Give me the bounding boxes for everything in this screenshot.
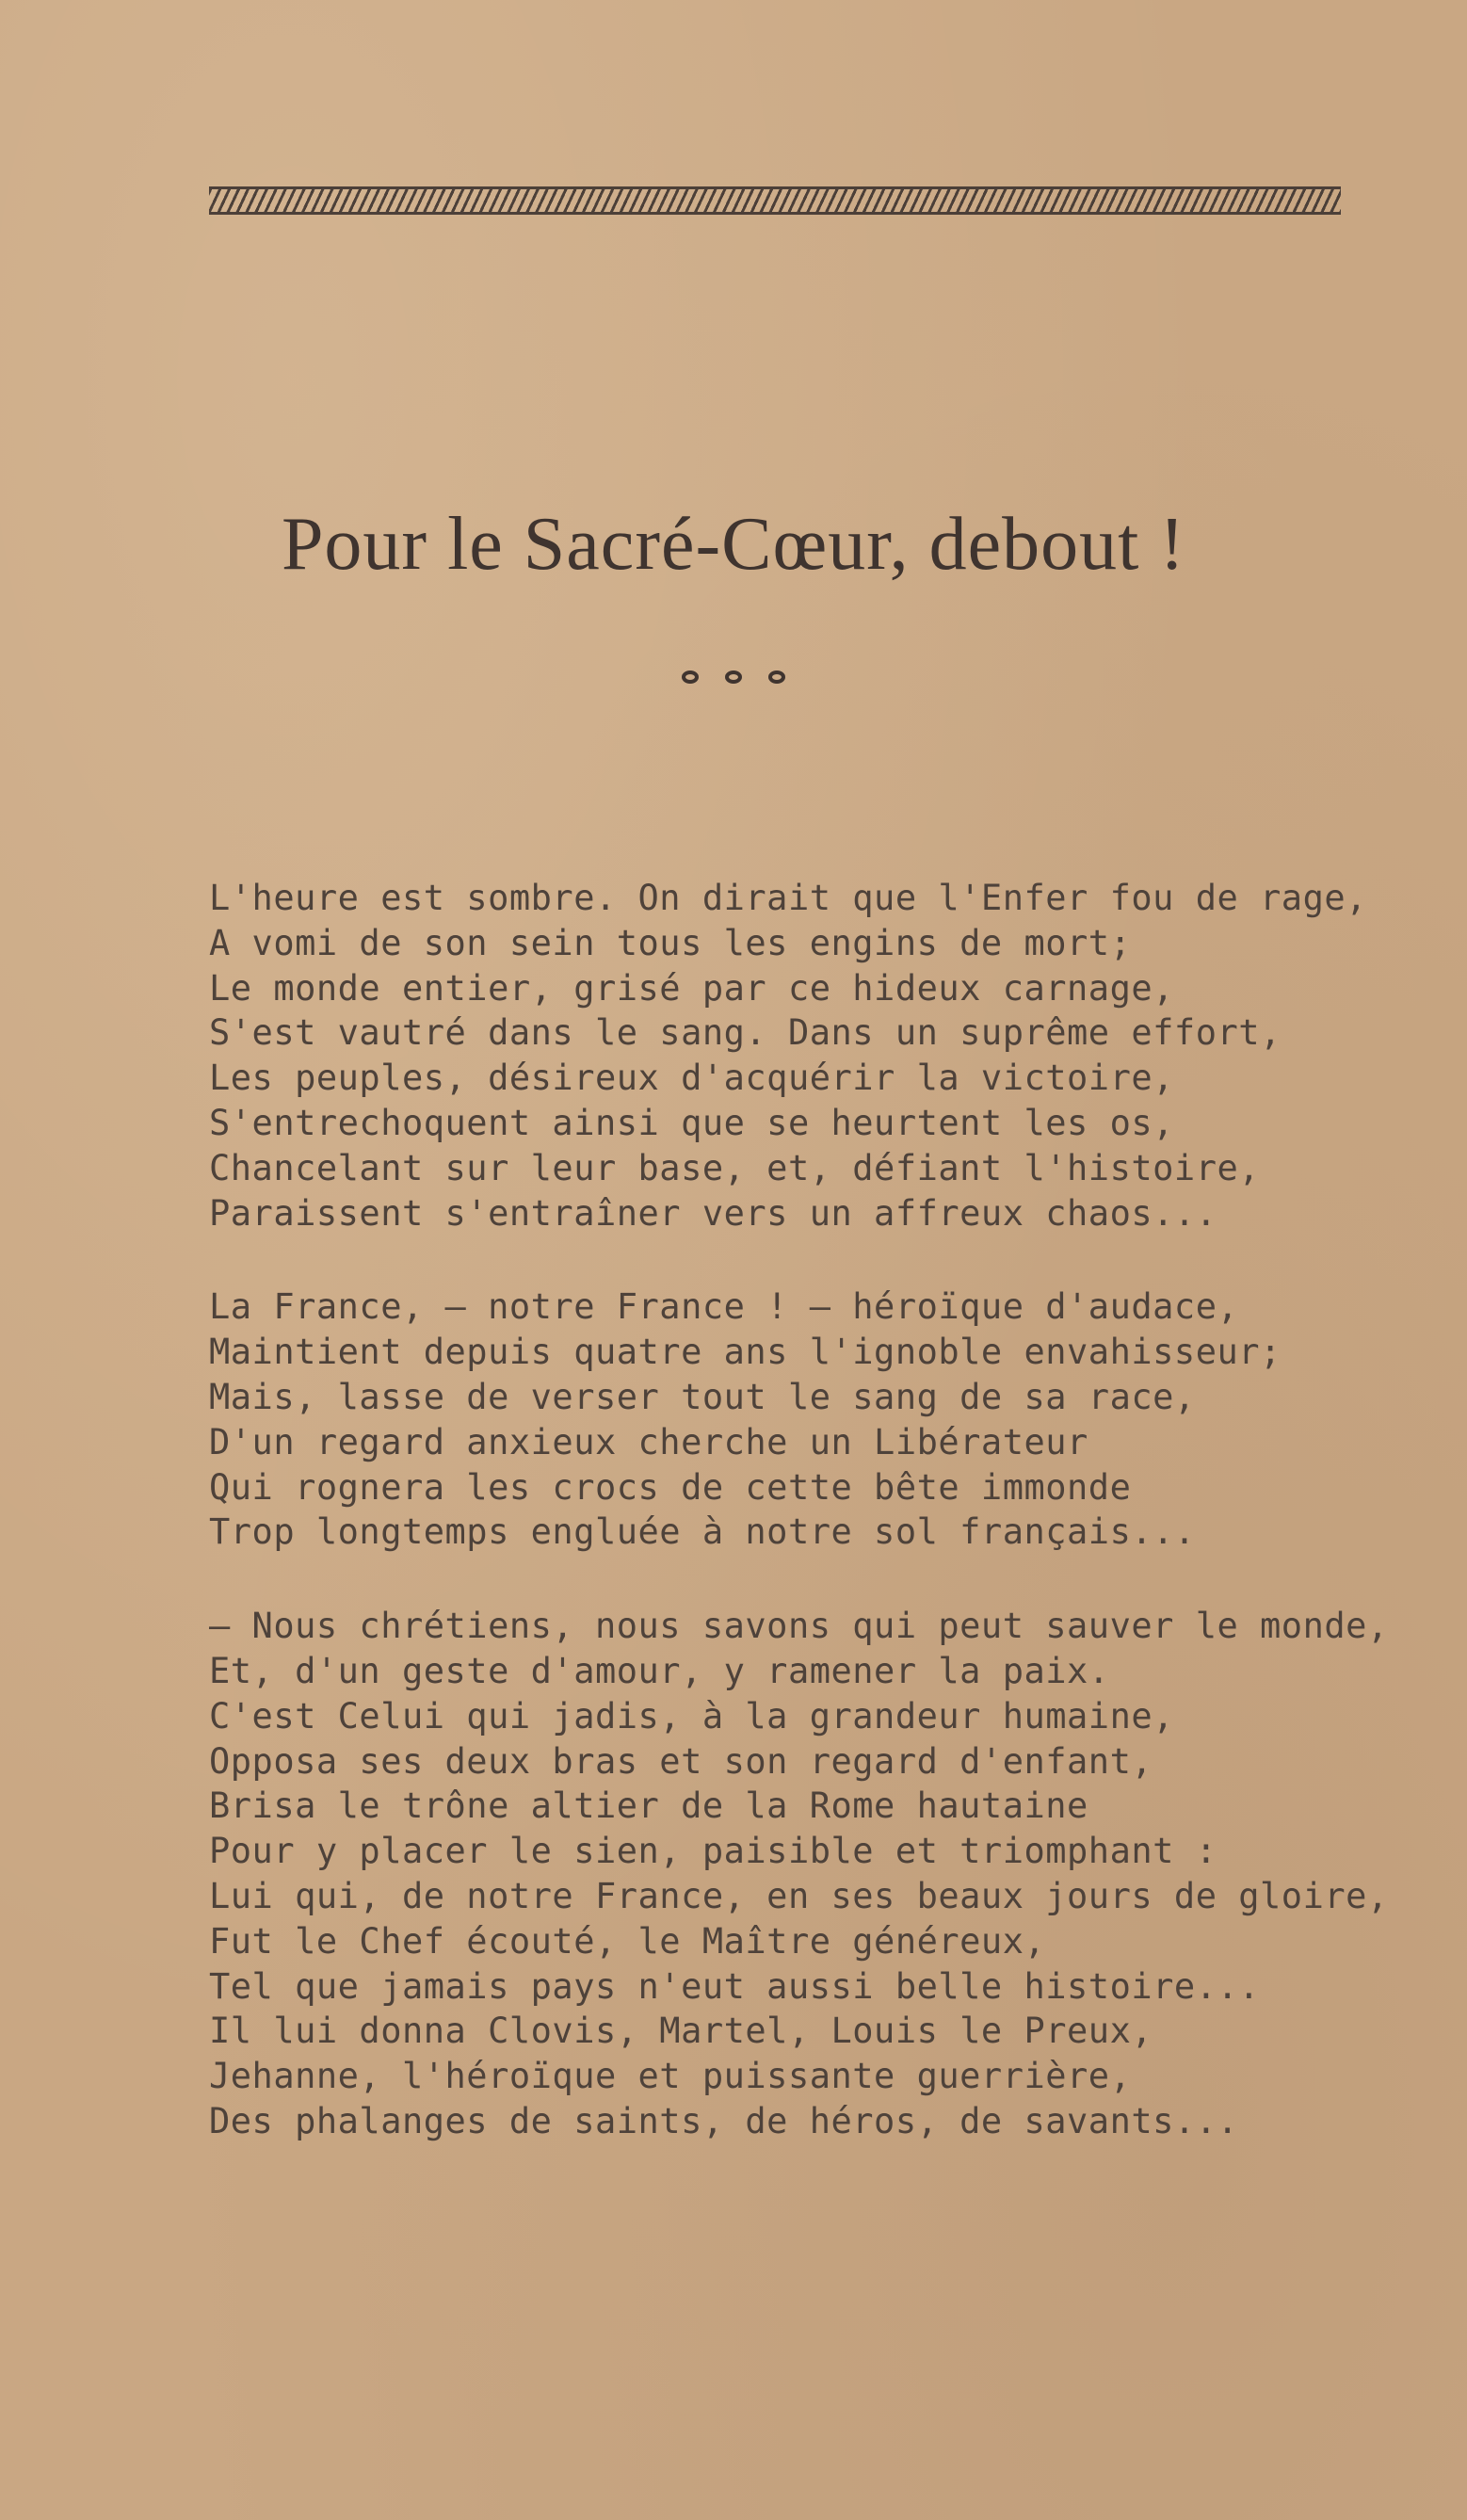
verse-line: — Nous chrétiens, nous savons qui peut sauver le monde, [209, 1606, 1389, 1647]
verse-line: Le monde entier, grisé par ce hideux carnage, [209, 967, 1174, 1009]
verse-line: L'heure est sombre. On dirait que l'Enfer fou de rage, [209, 878, 1367, 918]
verse-line: S'entrechoquent ainsi que se heurtent les os, [209, 1102, 1174, 1143]
circle-ornament-icon [768, 670, 785, 684]
stanza-3 [209, 1604, 1389, 2144]
ornamental-divider [0, 670, 1467, 684]
poem-body [209, 876, 1389, 2144]
verse-line: Lui qui, de notre France, en ses beaux jours de gloire, [209, 1875, 1389, 1916]
verse-line: Paraissent s'entraîner vers un affreux chaos... [209, 1192, 1217, 1234]
verse-line: La France, — notre France ! — héroïque d'audace, [209, 1286, 1239, 1328]
verse-line: Les peuples, désireux d'acquérir la victoire, [209, 1058, 1174, 1099]
verse-line: Fut le Chef écouté, le Maître généreux, [209, 1920, 1046, 1962]
verse-line: Qui rognera les crocs de cette bête immonde [209, 1466, 1132, 1508]
verse-line: Jehanne, l'héroïque et puissante guerrière, [209, 2056, 1132, 2097]
verse-line: Brisa le trône altier de la Rome hautaine [209, 1785, 1088, 1827]
verse-line: A vomi de son sein tous les engins de mort; [209, 922, 1132, 963]
poem-title: Pour le Sacré-Cœur, debout ! [281, 503, 1186, 586]
circle-ornament-icon [725, 670, 742, 684]
verse-line: Des phalanges de saints, de héros, de savants... [209, 2100, 1239, 2141]
verse-line: Maintient depuis quatre ans l'ignoble envahisseur; [209, 1332, 1282, 1373]
verse-line: Et, d'un geste d'amour, y ramener la paix. [209, 1650, 1110, 1691]
verse-line: Mais, lasse de verser tout le sang de sa race, [209, 1376, 1196, 1417]
circle-ornament-icon [682, 670, 699, 684]
verse-line: Pour y placer le sien, paisible et triomphant : [209, 1831, 1217, 1872]
verse-line: D'un regard anxieux cherche un Libérateur [209, 1421, 1088, 1462]
verse-line: Opposa ses deux bras et son regard d'enfant, [209, 1740, 1153, 1782]
stanza-1 [209, 876, 1377, 1236]
verse-line: Chancelant sur leur base, et, défiant l'histoire, [209, 1147, 1261, 1188]
verse-line: Trop longtemps engluée à notre sol français... [209, 1511, 1196, 1553]
decorative-header-band [209, 186, 1341, 215]
verse-line: C'est Celui qui jadis, à la grandeur humaine, [209, 1695, 1174, 1737]
verse-line: S'est vautré dans le sang. Dans un suprême effort, [209, 1012, 1282, 1054]
stanza-2 [209, 1284, 1377, 1555]
verse-line: Tel que jamais pays n'eut aussi belle histoire... [209, 1965, 1261, 2007]
verse-line: Il lui donna Clovis, Martel, Louis le Preux, [209, 2011, 1153, 2052]
